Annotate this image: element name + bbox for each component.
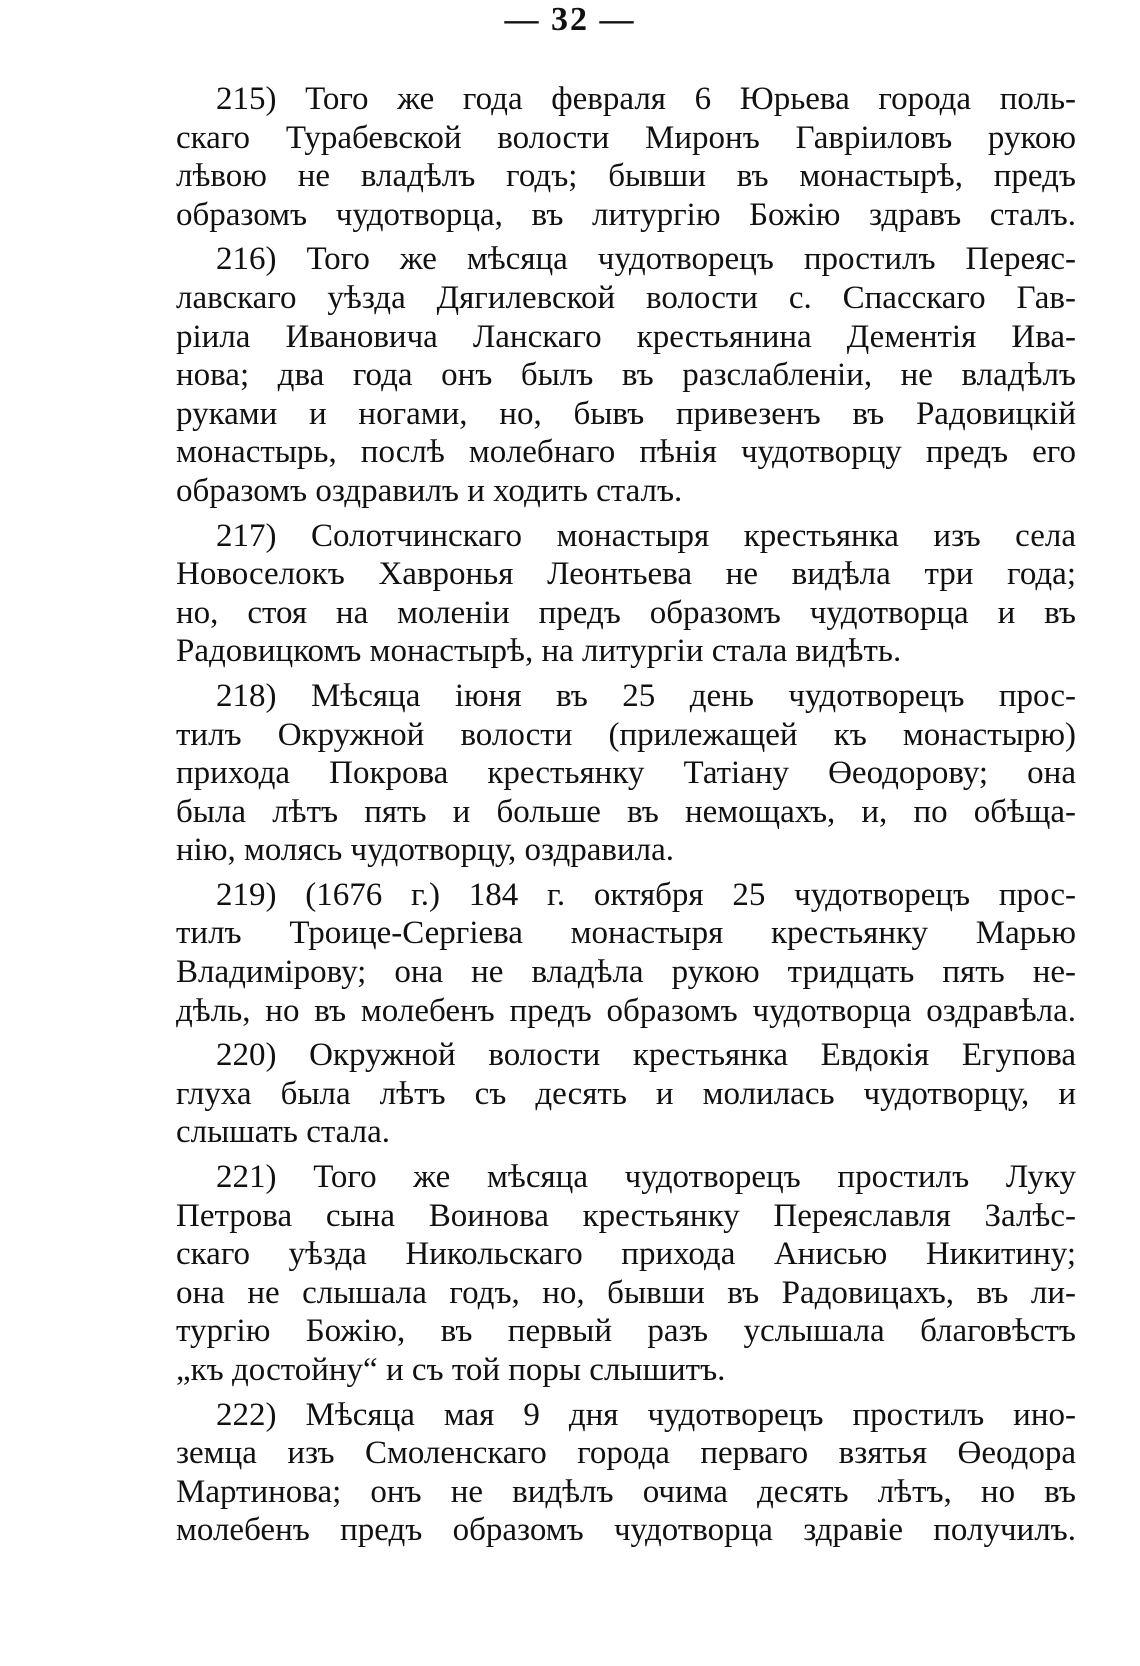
entry-line: 215) Того же года февраля 6 Юрьева города поль- <box>216 81 1076 117</box>
entry-line: нію, молясь чудотворцу, оздравила. <box>176 832 675 869</box>
entry-line: она не слышала годъ, но, бывши въ Радовицахъ, въ ли- <box>176 1274 1076 1311</box>
entry-line: образомъ оздравилъ и ходить сталъ. <box>176 472 683 509</box>
entry-line: ріила Ивановича Ланскаго крестьянина Дементія Ива- <box>176 318 1076 355</box>
entry-line: 220) Окружной волости крестьянка Евдокія Егупова <box>216 1037 1076 1074</box>
entry-line: слышать стала. <box>176 1114 390 1151</box>
entry-222 <box>176 1396 1076 1550</box>
entry-line: лѣвою не владѣлъ годъ; бывши въ монастырѣ, предъ <box>176 158 1076 195</box>
entry-line: молебенъ предъ образомъ чудотворца здравіе получилъ. <box>176 1512 1076 1549</box>
entry-line: 216) Того же мѣсяца чудотворецъ простилъ Переяс- <box>216 241 1076 278</box>
entry-line: дѣль, но въ молебенъ предъ образомъ чудотворца оздравѣла. <box>176 992 1076 1029</box>
entry-216 <box>176 240 1076 510</box>
entry-218 <box>176 677 1076 870</box>
text-body <box>176 80 1076 1556</box>
entry-line: Радовицкомъ монастырѣ, на литургіи стала видѣть. <box>176 633 902 670</box>
entry-line: образомъ чудотворца, въ литургію Божію здравъ сталъ. <box>176 196 1076 233</box>
entry-line: тургію Божію, въ первый разъ услышала благовѣстъ <box>176 1313 1076 1350</box>
entry-221 <box>176 1158 1076 1390</box>
entry-line: руками и ногами, но, бывъ привезенъ въ Радовицкій <box>176 395 1076 432</box>
entry-215 <box>176 80 1076 234</box>
entry-line: 217) Солотчинскаго монастыря крестьянка изъ села <box>216 517 1076 554</box>
entry-line: земца изъ Смоленскаго города перваго взятья Өеодора <box>176 1435 1076 1472</box>
entry-line: „къ достойну“ и съ той поры слышитъ. <box>176 1352 726 1388</box>
entry-219 <box>176 876 1076 1030</box>
entry-line: 219) (1676 г.) 184 г. октября 25 чудотворецъ прос- <box>216 876 1076 913</box>
entry-line: 222) Мѣсяца мая 9 дня чудотворецъ простилъ ино- <box>216 1396 1076 1433</box>
entry-line: монастырь, послѣ молебнаго пѣнія чудотворцу предъ его <box>176 434 1076 471</box>
entry-line: глуха была лѣтъ съ десять и молилась чудотворцу, и <box>176 1075 1076 1112</box>
entry-line: Мартинова; онъ не видѣлъ очима десять лѣтъ, но въ <box>176 1473 1076 1510</box>
entry-line: но, стоя на моленіи предъ образомъ чудотворца и въ <box>176 594 1076 631</box>
entry-line: 218) Мѣсяца іюня въ 25 день чудотворецъ прос- <box>216 677 1076 714</box>
entry-line: 221) Того же мѣсяца чудотворецъ простилъ Луку <box>216 1159 1076 1196</box>
entry-line: тилъ Троице-Сергіева монастыря крестьянку Марью <box>176 915 1076 952</box>
entry-line: тилъ Окружной волости (прилежащей къ монастырю) <box>176 716 1076 753</box>
entry-217 <box>176 517 1076 671</box>
page-number: — 32 — <box>504 1 636 38</box>
entry-line: Владимірову; она не владѣла рукою тридцать пять не- <box>176 954 1076 991</box>
entry-line: лавскаго уѣзда Дягилевской волости с. Спасскаго Гав- <box>176 279 1076 316</box>
entry-line: скаго уѣзда Никольскаго прихода Анисью Никитину; <box>176 1236 1076 1273</box>
entry-line: Петрова сына Воинова крестьянку Переяславля Залѣс- <box>176 1197 1076 1234</box>
entry-220 <box>176 1036 1076 1152</box>
entry-line: нова; два года онъ былъ въ разслабленіи, не владѣлъ <box>176 357 1076 394</box>
entry-line: прихода Покрова крестьянку Татіану Өеодорову; она <box>176 755 1076 792</box>
entry-line: была лѣтъ пять и больше въ немощахъ, и, по обѣща- <box>176 793 1076 830</box>
entry-line: Новоселокъ Хавронья Леонтьева не видѣла три года; <box>176 556 1076 593</box>
entry-line: скаго Турабевской волости Миронъ Гавріиловъ рукою <box>176 119 1076 156</box>
